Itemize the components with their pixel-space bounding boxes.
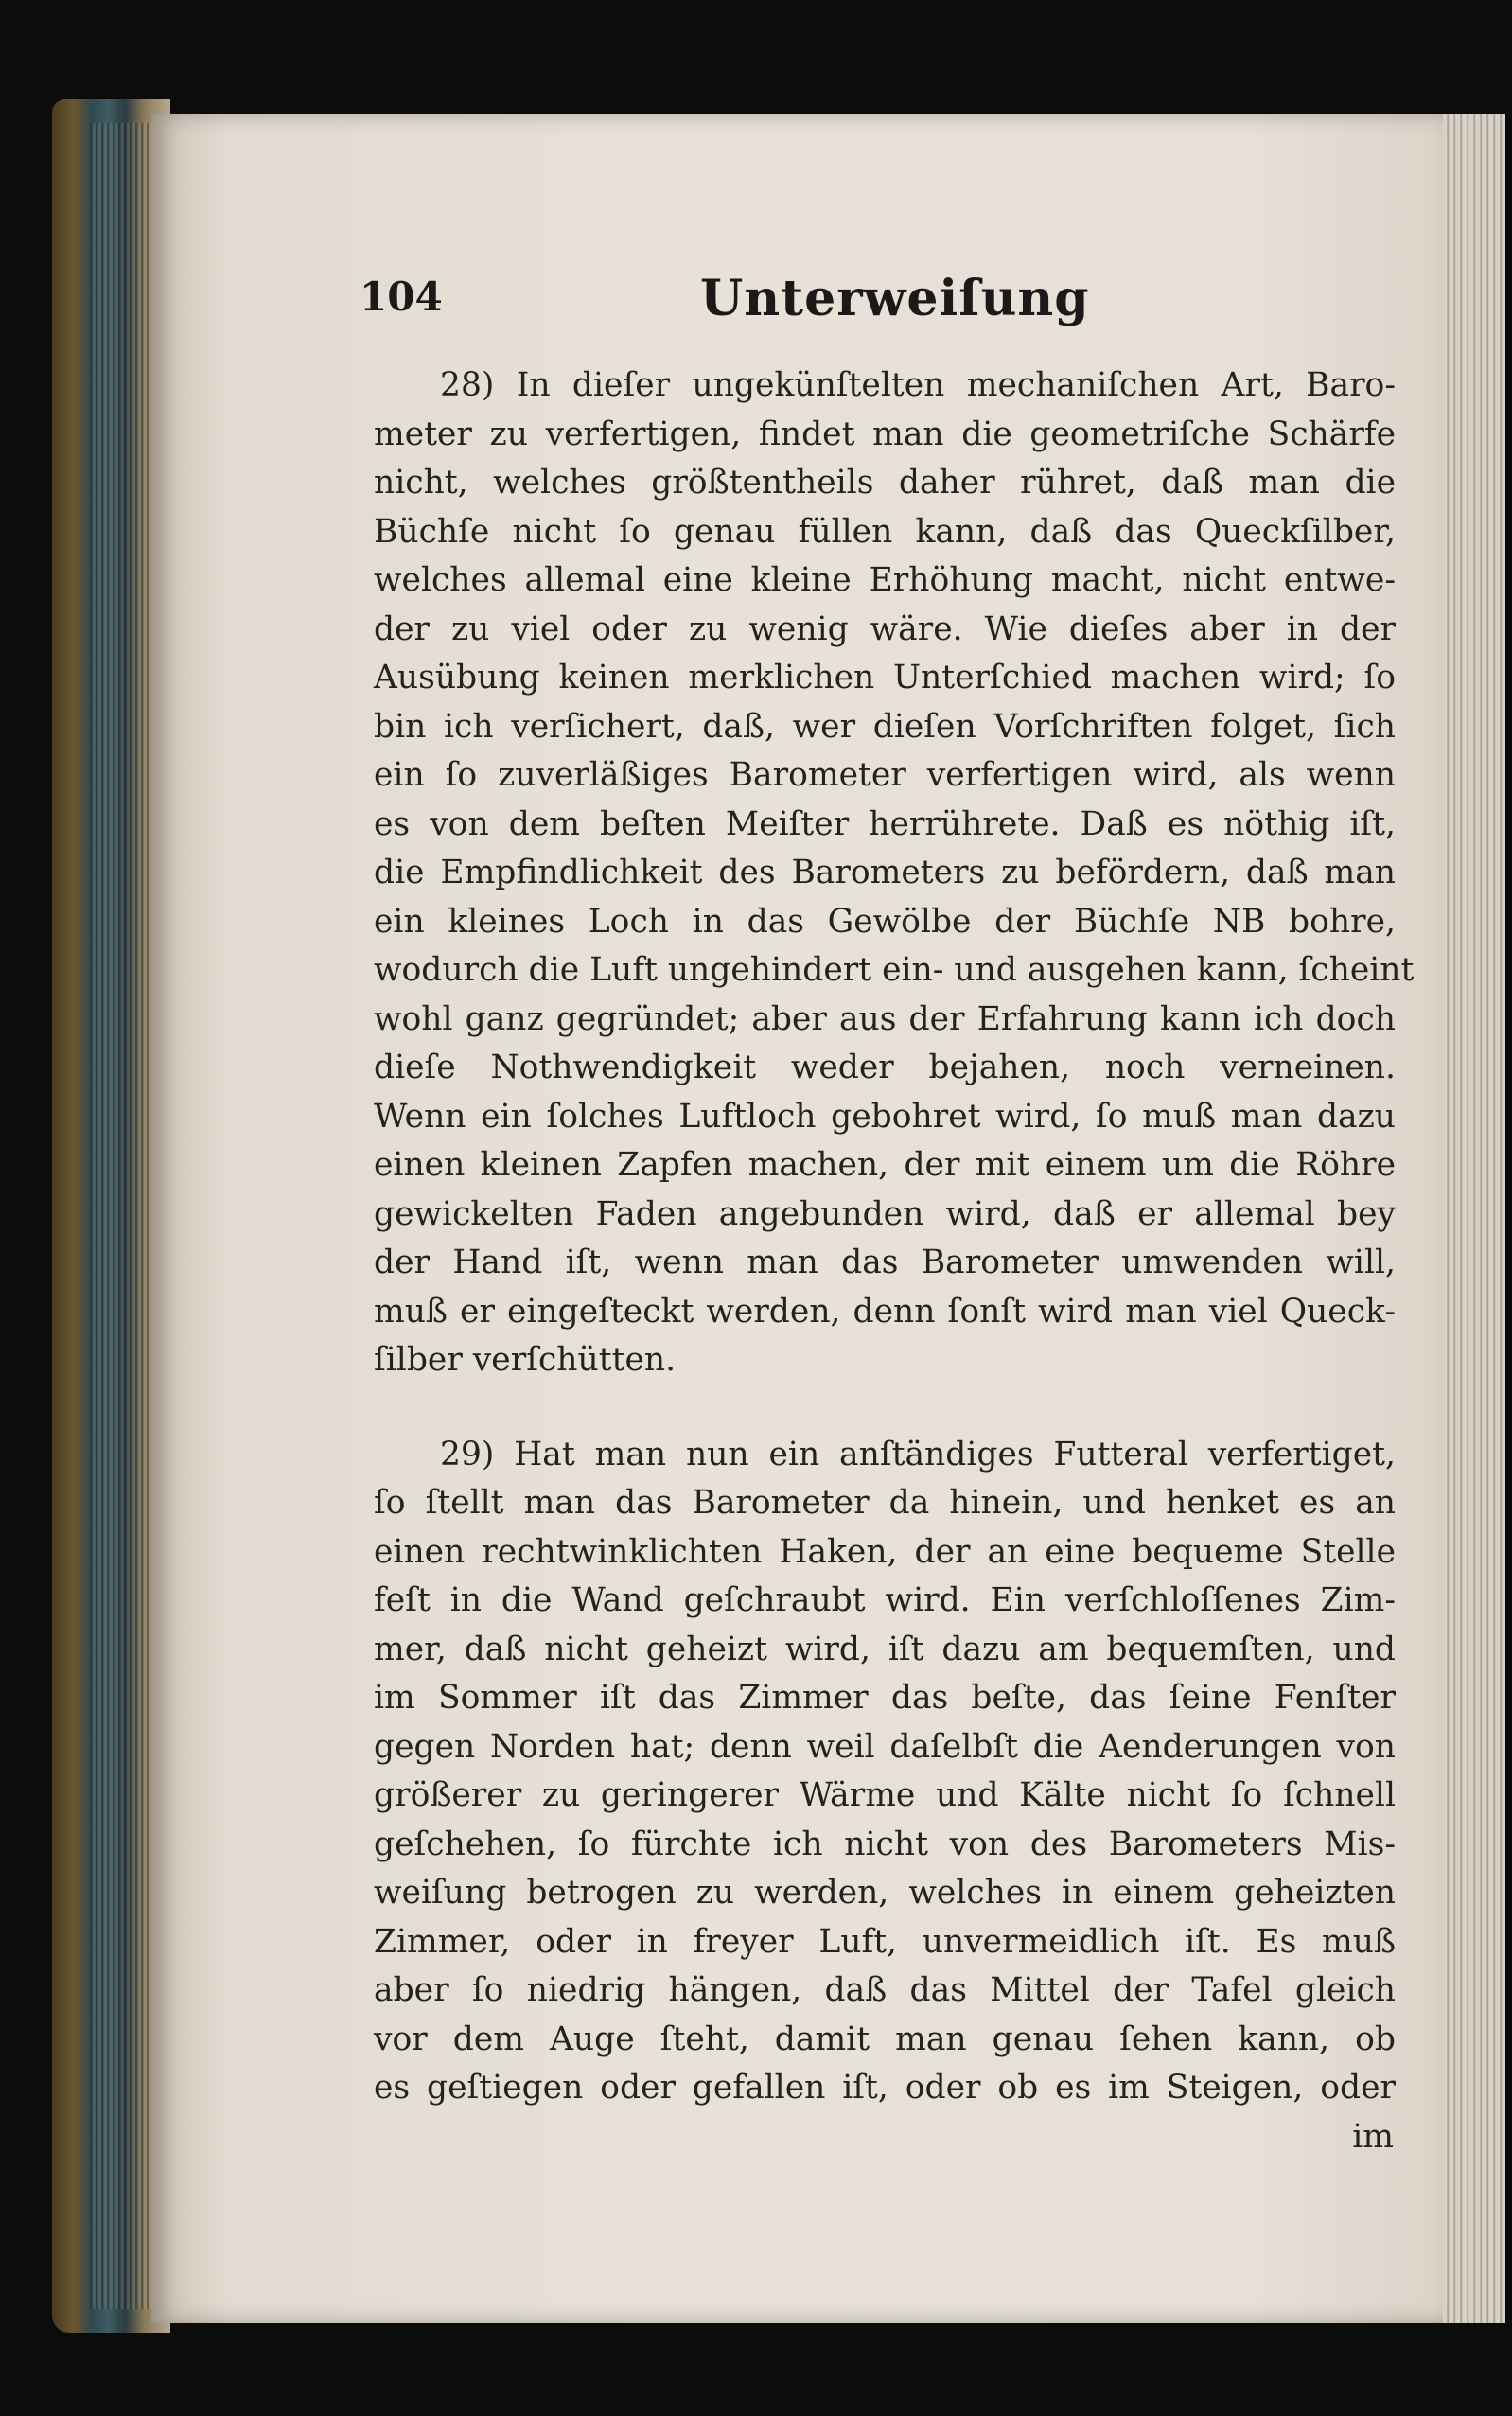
text-line: wohl ganz gegründet; aber aus der Erfahrung kann ich doch: [374, 999, 1396, 1038]
text-line: 28) In dieſer ungekünſtelten mechaniſchen Art, Baro-: [440, 366, 1396, 404]
text-line: größerer zu geringerer Wärme und Kälte nicht ſo ſchnell: [374, 1776, 1396, 1814]
text-line: bin ich verſichert, daß, wer dieſen Vorſchriften folget, ſich: [374, 707, 1396, 746]
text-line: die Empfindlichkeit des Barometers zu befördern, daß man: [374, 854, 1396, 891]
text-line: muß er eingeſteckt werden, denn ſonſt wird man viel Queck-: [374, 1292, 1396, 1331]
text-line: es von dem beſten Meiſter herrührete. Daß es nöthig iſt,: [374, 804, 1396, 843]
text-line: ein ſo zuverläßiges Barometer verfertigen wird, als wenn: [374, 756, 1396, 794]
text-line: nicht, welches größtentheils daher rühret, daß man die: [374, 464, 1396, 502]
text-line: einen kleinen Zapfen machen, der mit einem um die Röhre: [374, 1146, 1396, 1184]
paragraph-28: [374, 362, 1415, 1385]
text-line: es geſtiegen oder gefallen iſt, oder ob es im Steigen, oder: [374, 2069, 1396, 2107]
text-line: gewickelten Faden angebunden wird, daß er allemal bey: [374, 1194, 1396, 1233]
text-line: geſchehen, ſo fürchte ich nicht von des Barometers Mis-: [374, 1825, 1396, 1863]
running-head: Unterweiſung: [700, 270, 1090, 327]
text-line: einen rechtwinklichten Haken, der an eine bequeme Stelle: [374, 1532, 1396, 1571]
text-line: mer, daß nicht geheizt wird, iſt dazu am bequemſten, und: [374, 1630, 1396, 1668]
text-line: ein kleines Loch in das Gewölbe der Büchſe NB bohre,: [374, 902, 1396, 941]
text-line: welches allemal eine kleine Erhöhung macht, nicht entwe-: [374, 561, 1396, 599]
text-line: gegen Norden hat; denn weil daſelbſt die Aenderungen von: [374, 1727, 1396, 1766]
text-line: Wenn ein ſolches Luftloch gebohret wird, ſo muß man dazu: [374, 1097, 1396, 1136]
text-line: der zu viel oder zu wenig wäre. Wie dieſes aber in der: [374, 609, 1396, 648]
text-line: meter zu verfertigen, findet man die geometriſche Schärfe: [374, 414, 1396, 453]
catchword: im: [1352, 2117, 1394, 2156]
text-line: Büchſe nicht ſo genau füllen kann, daß das Queckſilber,: [374, 512, 1396, 551]
text-line: im Sommer iſt das Zimmer das beſte, das ſeine Fenſter: [374, 1679, 1396, 1717]
page-header: [208, 270, 1381, 345]
text-line: der Hand iſt, wenn man das Barometer umwenden will,: [374, 1243, 1396, 1281]
text-line: vor dem Auge ſteht, damit man genau ſehen kann, ob: [374, 2019, 1396, 2058]
paragraph-29: [374, 1431, 1396, 2113]
text-line: dieſe Nothwendigkeit weder bejahen, noch verneinen.: [374, 1049, 1396, 1086]
page-body: [374, 362, 1415, 2161]
text-line: Zimmer, oder in freyer Luft, unvermeidlich iſt. Es muß: [374, 1922, 1396, 1961]
text-line: feſt in die Wand geſchraubt wird. Ein verſchloſſenes Zim-: [374, 1581, 1396, 1619]
text-line: wodurch die Luft ungehindert ein- und ausgehen kann, ſcheint: [374, 951, 1415, 989]
text-line: aber ſo niedrig hängen, daß das Mittel der Tafel gleich: [374, 1971, 1396, 2009]
page-number: 104: [360, 273, 443, 320]
text-line: ſo ſtellt man das Barometer da hinein, und henket es an: [374, 1484, 1396, 1522]
text-line: weiſung betrogen zu werden, welches in einem geheizten: [374, 1874, 1396, 1912]
text-line: Ausübung keinen merklichen Unterſchied machen wird; ſo: [374, 659, 1396, 697]
text-line: ſilber verſchütten.: [374, 1341, 677, 1379]
text-line: 29) Hat man nun ein anſtändiges Futteral verfertiget,: [440, 1435, 1396, 1473]
page-fan-right: [1443, 114, 1505, 2323]
paragraph-gap: [374, 1385, 1396, 1431]
